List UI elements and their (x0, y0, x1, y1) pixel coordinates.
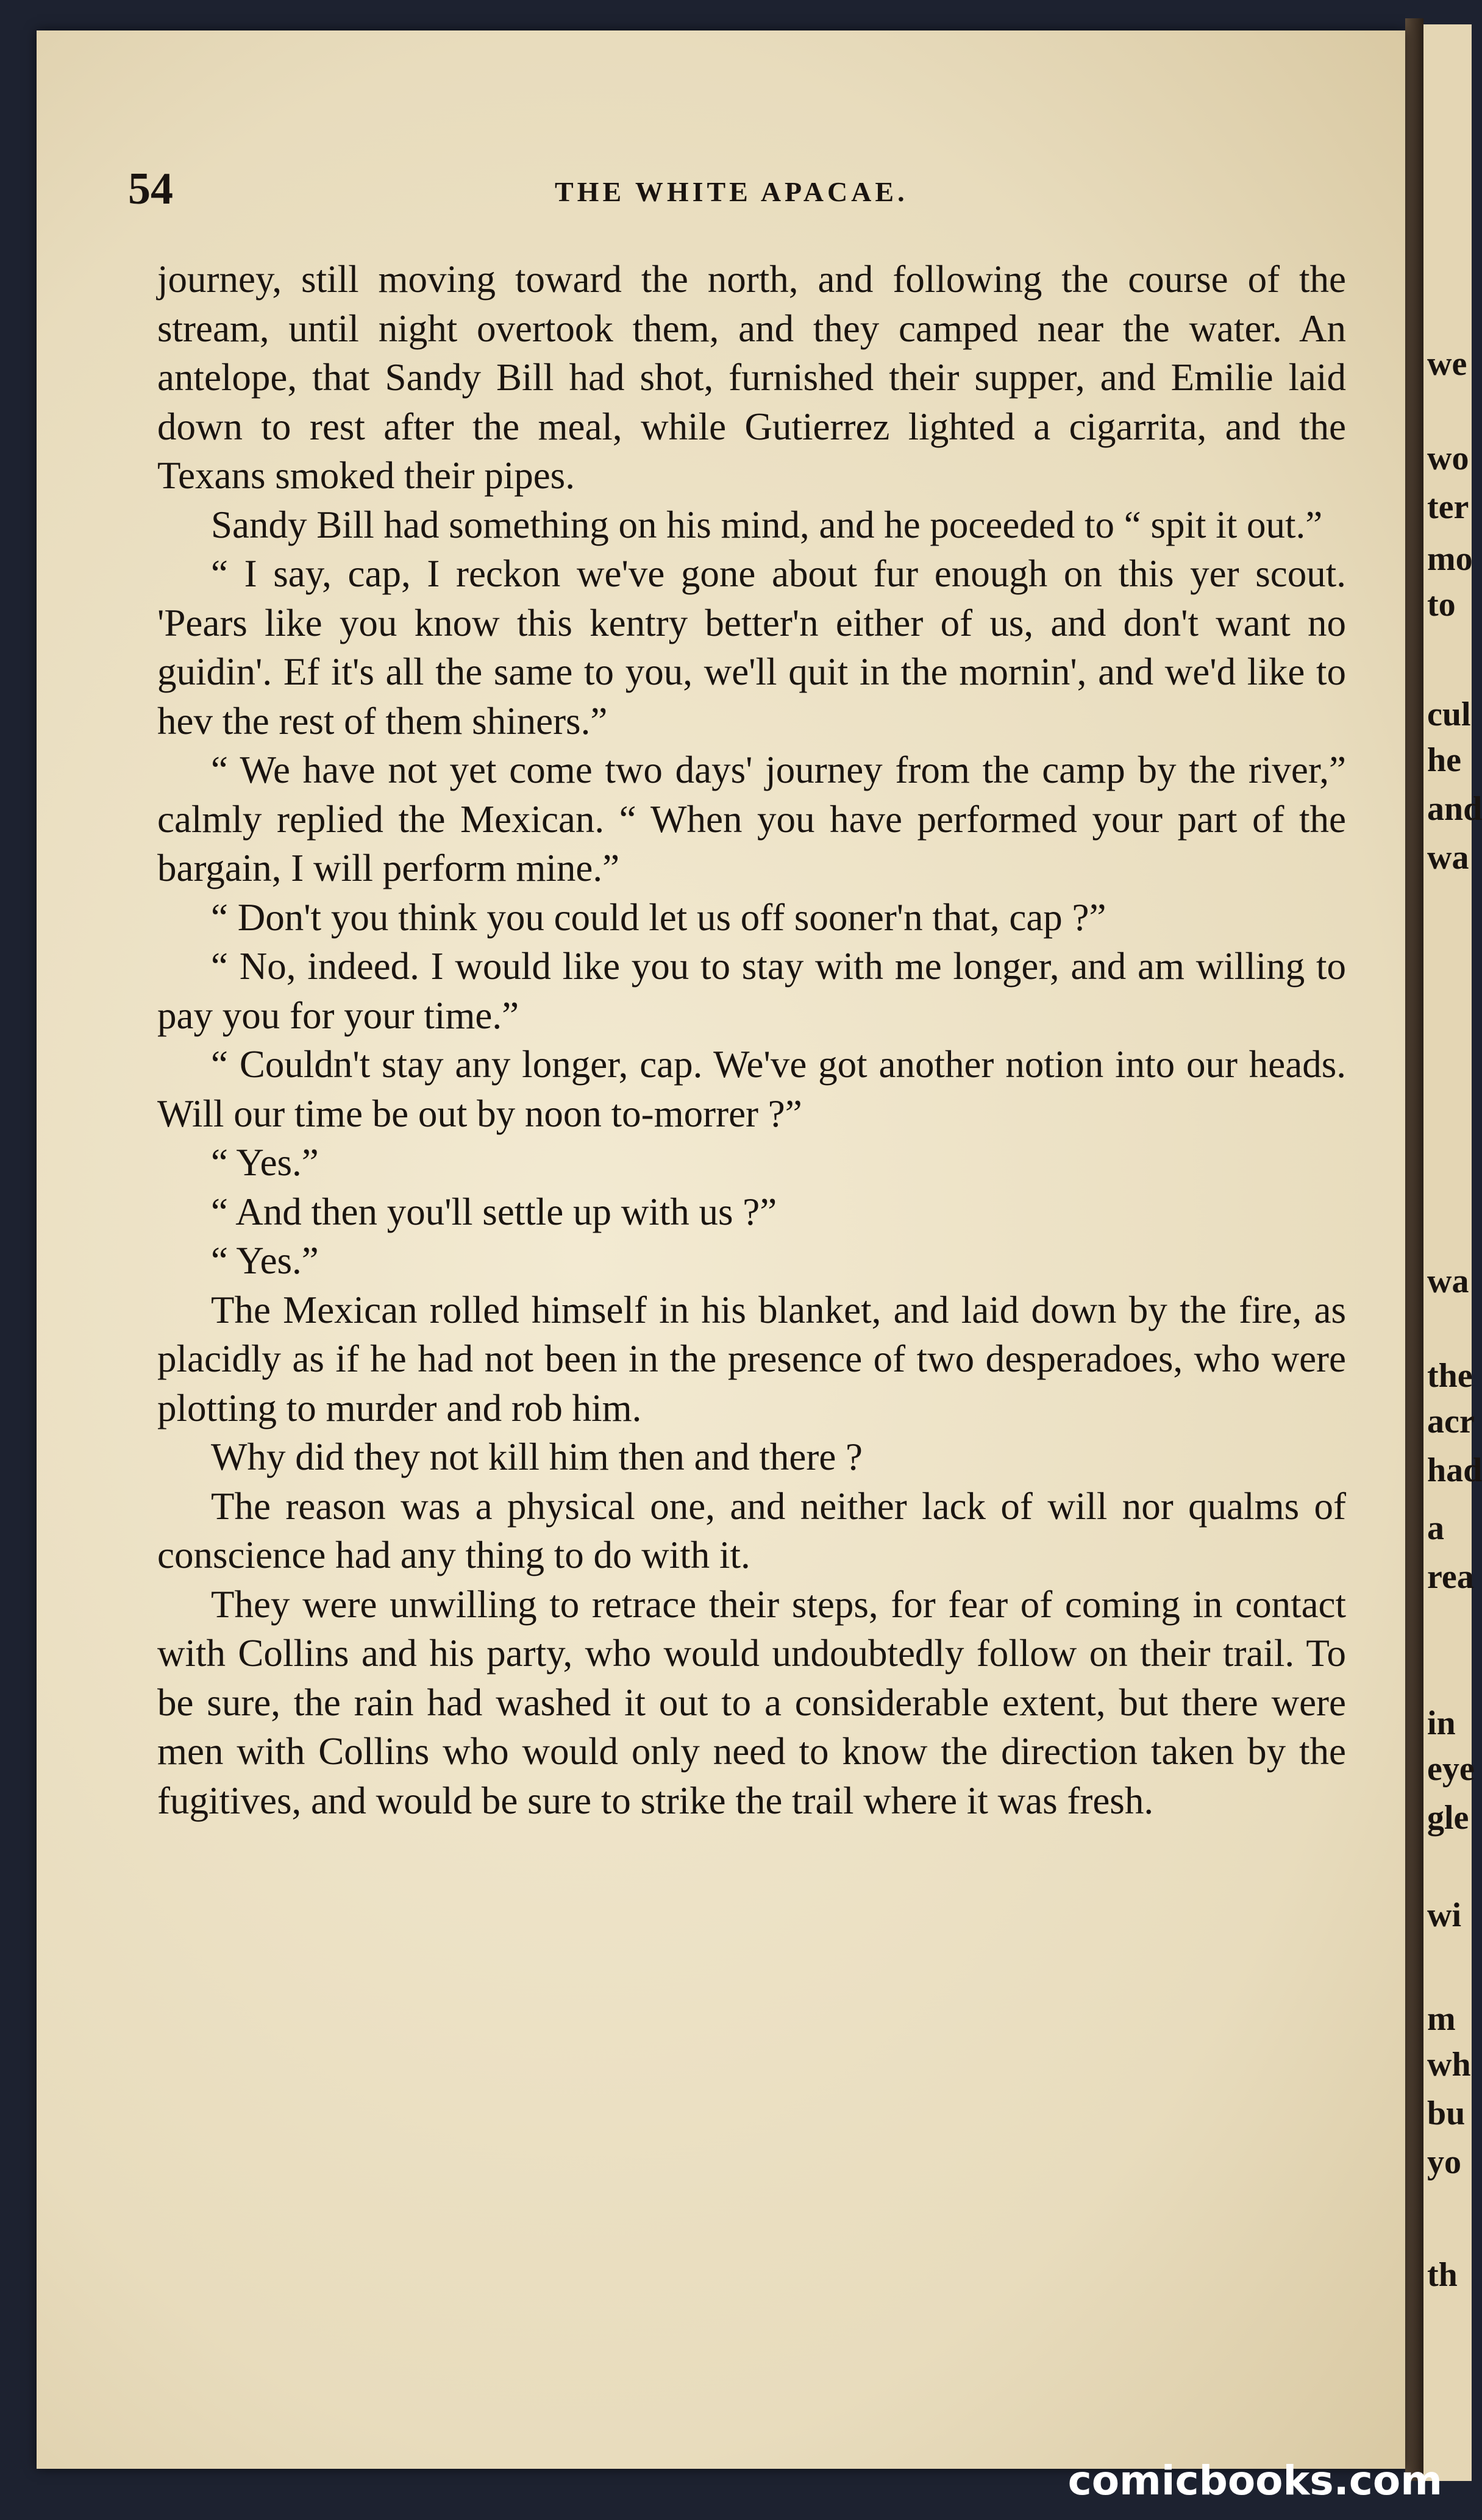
next-page-fragment: the (1427, 1357, 1473, 1395)
next-page-fragment: ter (1427, 488, 1469, 526)
next-page-fragment: we (1427, 345, 1467, 383)
next-page-fragment: cul (1427, 696, 1471, 733)
next-page-fragment: a (1427, 1509, 1444, 1547)
paragraph: “ Don't you think you could let us off sooner'n that, cap ?” (211, 895, 1106, 939)
paragraph: “ Couldn't stay any longer, cap. We've got another notion into our heads. Will our time be out by noon to-morrer ?” (157, 1043, 1346, 1135)
next-page-fragment: and (1427, 790, 1482, 828)
paragraph: “ And then you'll settle up with us ?” (211, 1190, 777, 1233)
next-page-fragment: gle (1427, 1799, 1469, 1837)
page-number: 54 (128, 164, 173, 214)
paragraph: “ Yes.” (211, 1141, 319, 1184)
paragraph: “ No, indeed. I would like you to stay with me longer, and am willing to pay you for your time.” (157, 945, 1346, 1037)
paragraph: Why did they not kill him then and there ? (211, 1436, 863, 1478)
paragraph: journey, still moving toward the north, and following the course of the stream, until night overtook them, and they camped near the water. An antelope, that Sandy Bill had shot, furnished their supper, and Emilie laid down to rest after the meal, while Gutierrez lighted a cigarrita, and the Texans smoked their pipes. (157, 258, 1346, 497)
body-text (157, 255, 1346, 1825)
next-page-fragment: acr (1427, 1403, 1475, 1440)
paragraph: The reason was a physical one, and neither lack of will nor qualms of conscience had any thing to do with it. (157, 1484, 1346, 1576)
paragraph: “ Yes.” (211, 1239, 319, 1282)
next-page-fragment: wa (1427, 839, 1469, 877)
next-page-fragment: wi (1427, 1896, 1461, 1934)
book-spine (1405, 18, 1423, 2481)
next-page-edge (1423, 24, 1482, 2481)
next-page-fragment: wa (1427, 1262, 1469, 1300)
next-page-fragment: eye (1427, 1750, 1475, 1788)
paragraph: “ We have not yet come two days' journey from the camp by the river,” calmly replied the Mexican. “ When you have performed your part of the bargain, I will perform mine.” (157, 749, 1346, 889)
next-page-fragment: m (1427, 2000, 1456, 2038)
next-page-fragment: mo (1427, 540, 1473, 578)
next-page-fragment: yo (1427, 2143, 1461, 2181)
next-page-fragment: bu (1427, 2095, 1466, 2132)
next-page-fragment: wo (1427, 440, 1469, 477)
paragraph: They were unwilling to retrace their steps, for fear of coming in contact with Collins and his party, who would undoubtedly follow on their trail. To be sure, the rain had washed it out to a considerable extent, but there were men with Collins who would only need to know the direction taken by the fugitives, and would be sure to strike the trail where it was fresh. (157, 1582, 1346, 1822)
next-page-fragment: th (1427, 2256, 1458, 2294)
watermark: comicbooks.com (1067, 2457, 1442, 2504)
next-page-fragment: he (1427, 741, 1461, 779)
paragraph: Sandy Bill had something on his mind, and he poceeded to “ spit it out.” (211, 503, 1323, 546)
next-page-fragment: to (1427, 586, 1456, 624)
paragraph: “ I say, cap, I reckon we've gone about fur enough on this yer scout. 'Pears like you know this kentry better'n either of us, and don't want no guidin'. Ef it's all the same to you, we'll quit in the mornin', and we'd like to hev the rest of them shiners.” (157, 552, 1346, 742)
paragraph: The Mexican rolled himself in his blanket, and laid down by the fire, as placidly as if he had not been in the presence of two desperadoes, who were plotting to murder and rob him. (157, 1288, 1346, 1429)
next-page-fragment: had (1427, 1451, 1482, 1489)
next-page-fragment: in (1427, 1704, 1456, 1742)
next-page-fragment: rea (1427, 1558, 1474, 1596)
next-page-fragment: wh (1427, 2046, 1471, 2084)
running-head: THE WHITE APACAE. (555, 176, 908, 207)
